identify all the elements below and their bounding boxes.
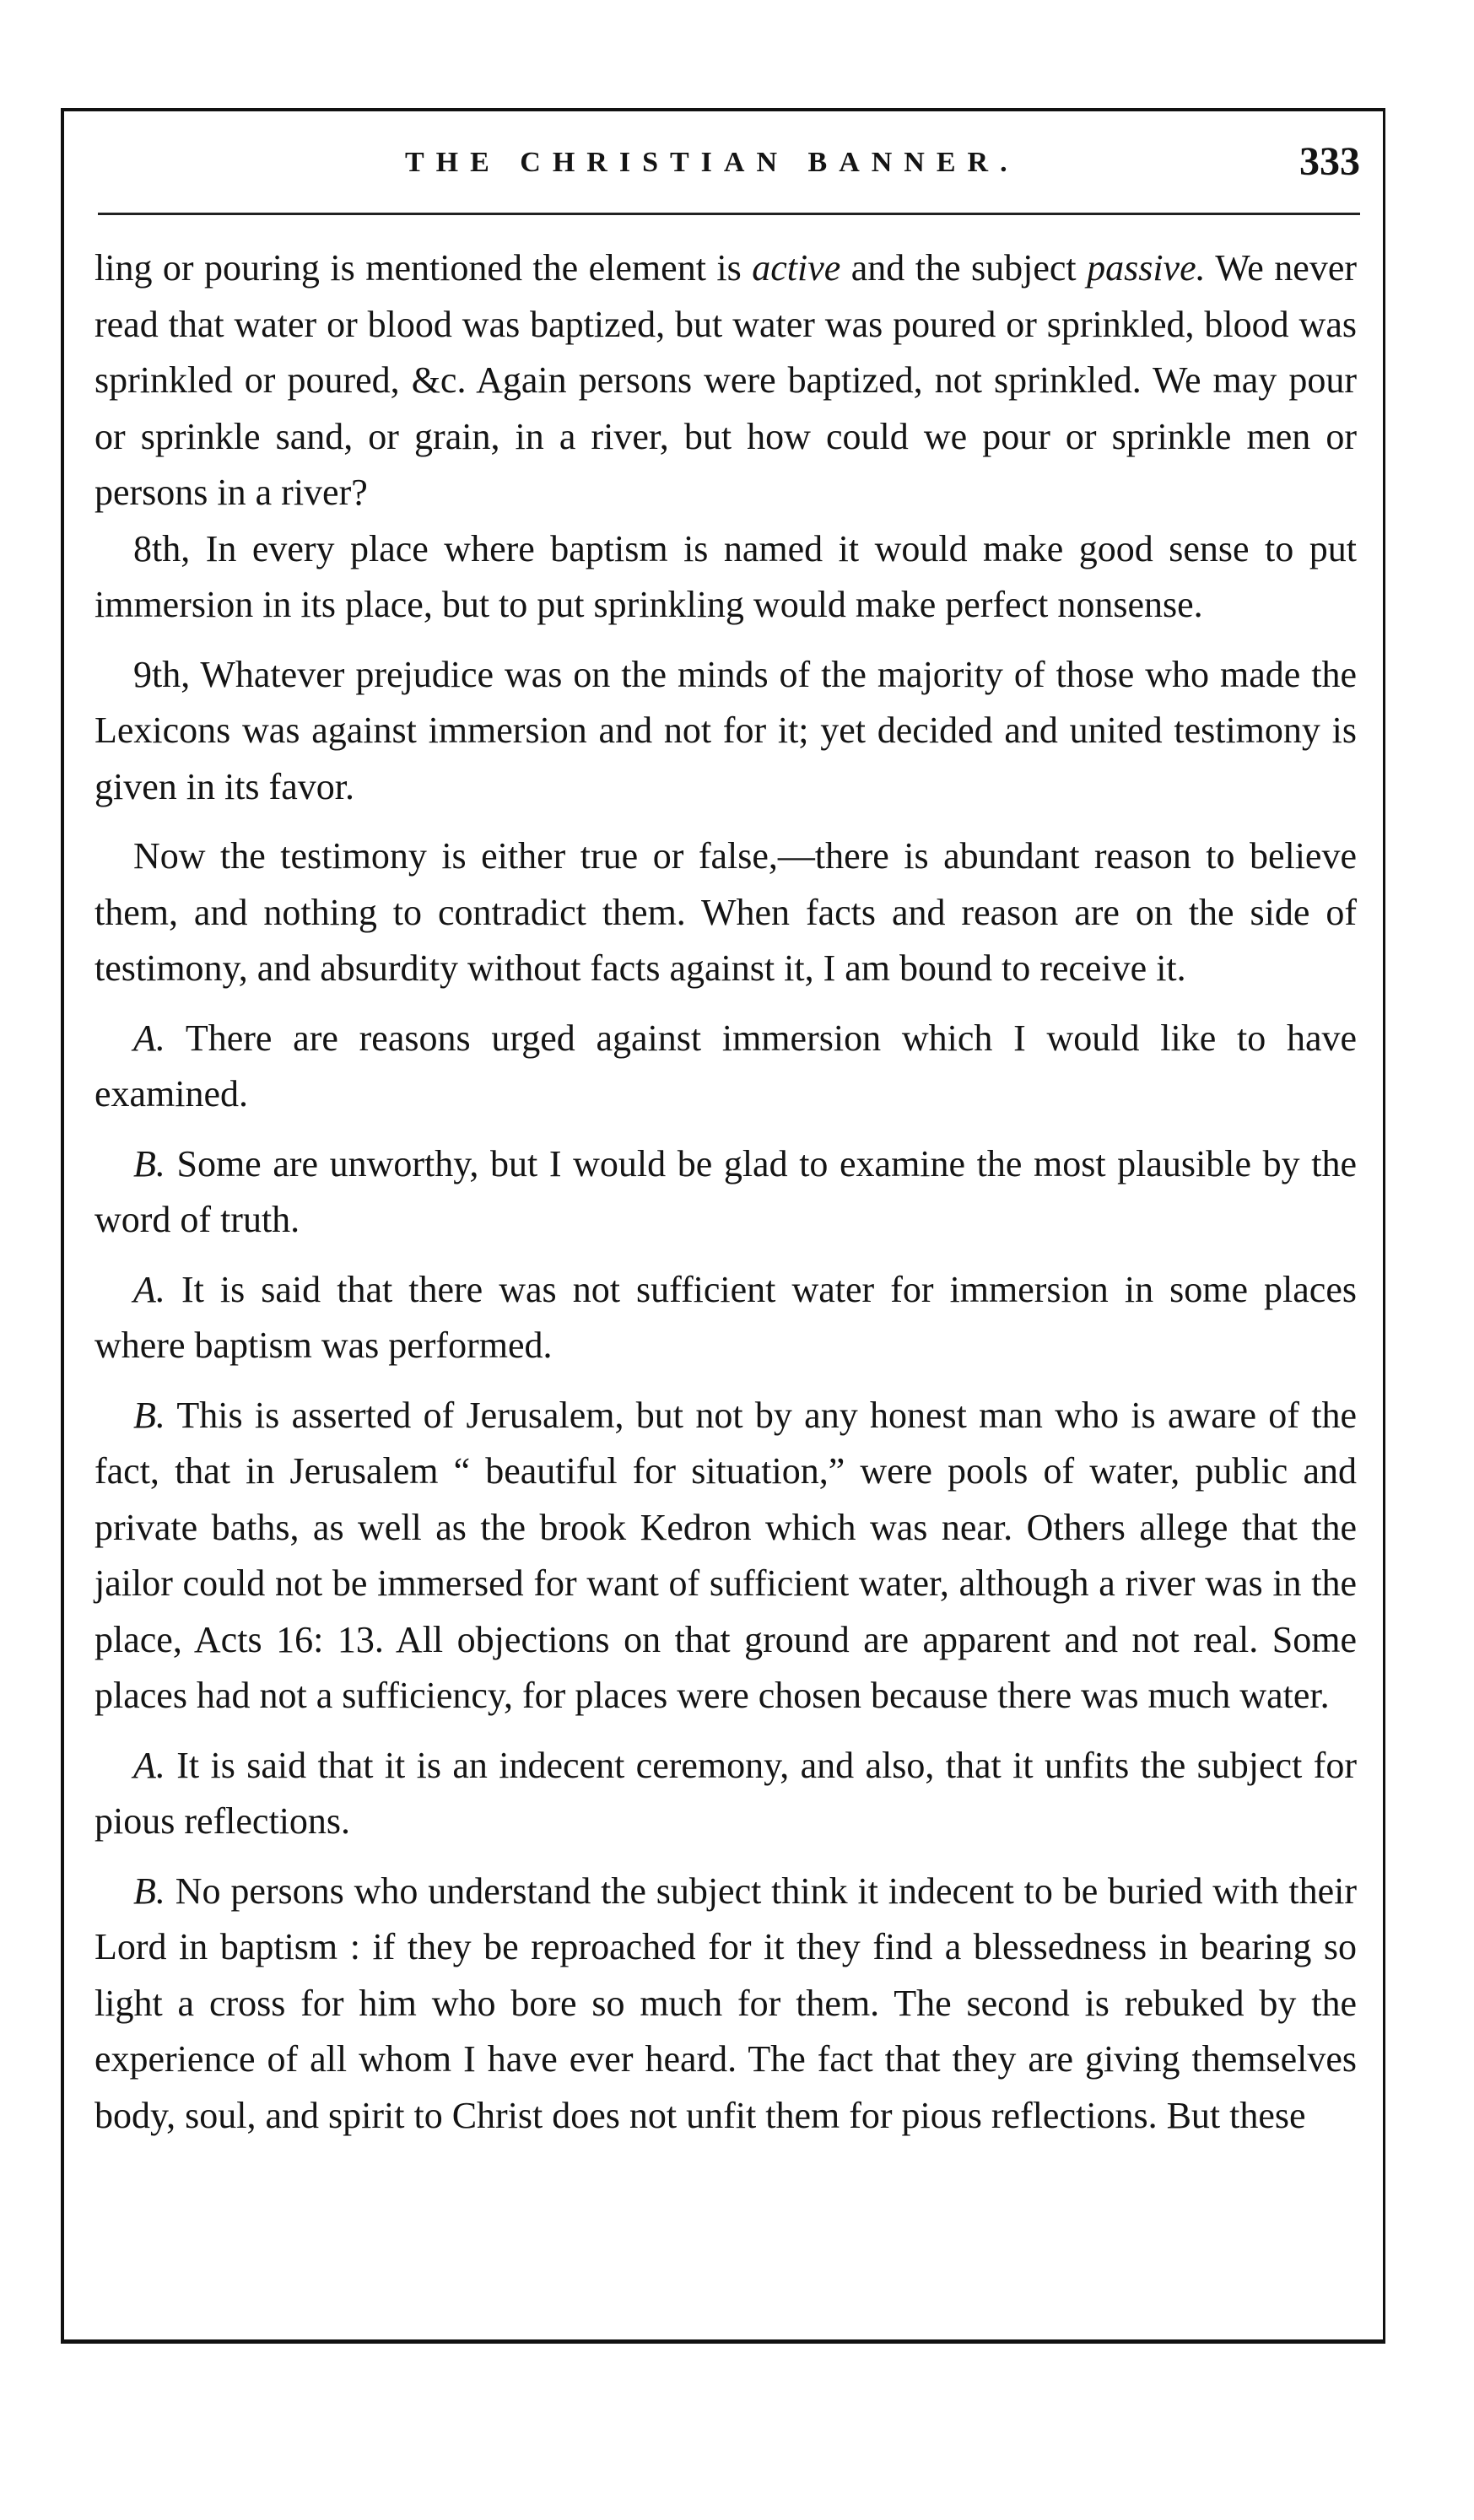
paragraph (94, 1011, 1357, 1123)
text-run: It is said that there was not sufficient water for immersion in some places where baptism was performed. (94, 1268, 1357, 1366)
running-title: THE CHRISTIAN BANNER. (405, 147, 1019, 178)
paragraph (94, 1262, 1357, 1374)
text-run: We never read that water or blood was baptized, but water was poured or sprinkled, blood was sprinkled or poured, &c. Again persons were baptized, not sprinkled. We may pour or sprinkle sand, or grain, in a river, but how could we pour or sprinkle men or persons in a river? (94, 247, 1358, 513)
page-header (93, 135, 1367, 194)
speaker-label: A. (133, 1017, 165, 1059)
italic-text-run: passive. (1087, 247, 1206, 289)
paragraph (94, 1388, 1357, 1724)
speaker-label: A. (133, 1744, 165, 1786)
speaker-label: A. (133, 1268, 165, 1310)
paragraph (94, 521, 1357, 634)
paragraph (94, 647, 1357, 816)
text-run: No persons who understand the subject think it indecent to be buried with their Lord in baptism : if they be reproached for it they find a blessedness in bearing so light a cross for him who bore so much for them. The second is rebuked by the experience of all whom I have ever heard. The fact that they are giving themselves body, soul, and spirit to Christ does not unfit them for pious reflections. But these (94, 1870, 1357, 2136)
paragraph (94, 1738, 1357, 1850)
text-run: 8th, In every place where baptism is named it would make good sense to put immersion in its place, but to put sprinkling would make perfect nonsense. (94, 527, 1357, 625)
speaker-label: B. (133, 1870, 165, 1912)
header-rule (98, 213, 1360, 215)
text-run: and the subject (840, 247, 1088, 289)
italic-text-run: active (752, 247, 841, 289)
text-run: Some are unworthy, but I would be glad to examine the most plausible by the word of truth. (94, 1142, 1357, 1240)
paragraph (94, 1864, 1357, 2145)
speaker-label: B. (133, 1142, 165, 1184)
text-run: This is asserted of Jerusalem, but not by any honest man who is aware of the fact, that in Jerusalem “ beautiful for situation,” were pools of water, public and private baths, as well as the brook Kedron which was near. Others allege that the jailor could not be immersed for want of sufficient water, although a river was in the place, Acts 16: 13. All objections on that ground are apparent and not real. Some places had not a sufficiency, for places were chosen because there was much water. (94, 1394, 1357, 1716)
text-run: ling or pouring is mentioned the element is (94, 247, 753, 289)
text-run: Now the testimony is either true or false,—there is abundant reason to believe them, and nothing to contradict them. When facts and reason are on the side of testimony, and absurdity without facts against it, I am bound to receive it. (94, 835, 1357, 989)
speaker-label: B. (133, 1394, 165, 1436)
text-run: There are reasons urged against immersion which I would like to have examined. (94, 1017, 1357, 1114)
text-run: It is said that it is an indecent ceremony, and also, that it unfits the subject for pious reflections. (94, 1744, 1357, 1842)
body-text (94, 240, 1357, 2144)
paragraph (94, 240, 1357, 521)
paragraph (94, 828, 1357, 997)
text-run: 9th, Whatever prejudice was on the minds of the majority of those who made the Lexicons was against immersion and not for it; yet decided and united testimony is given in its favor. (94, 653, 1357, 807)
page-number: 333 (1299, 139, 1360, 184)
paragraph (94, 1136, 1357, 1249)
